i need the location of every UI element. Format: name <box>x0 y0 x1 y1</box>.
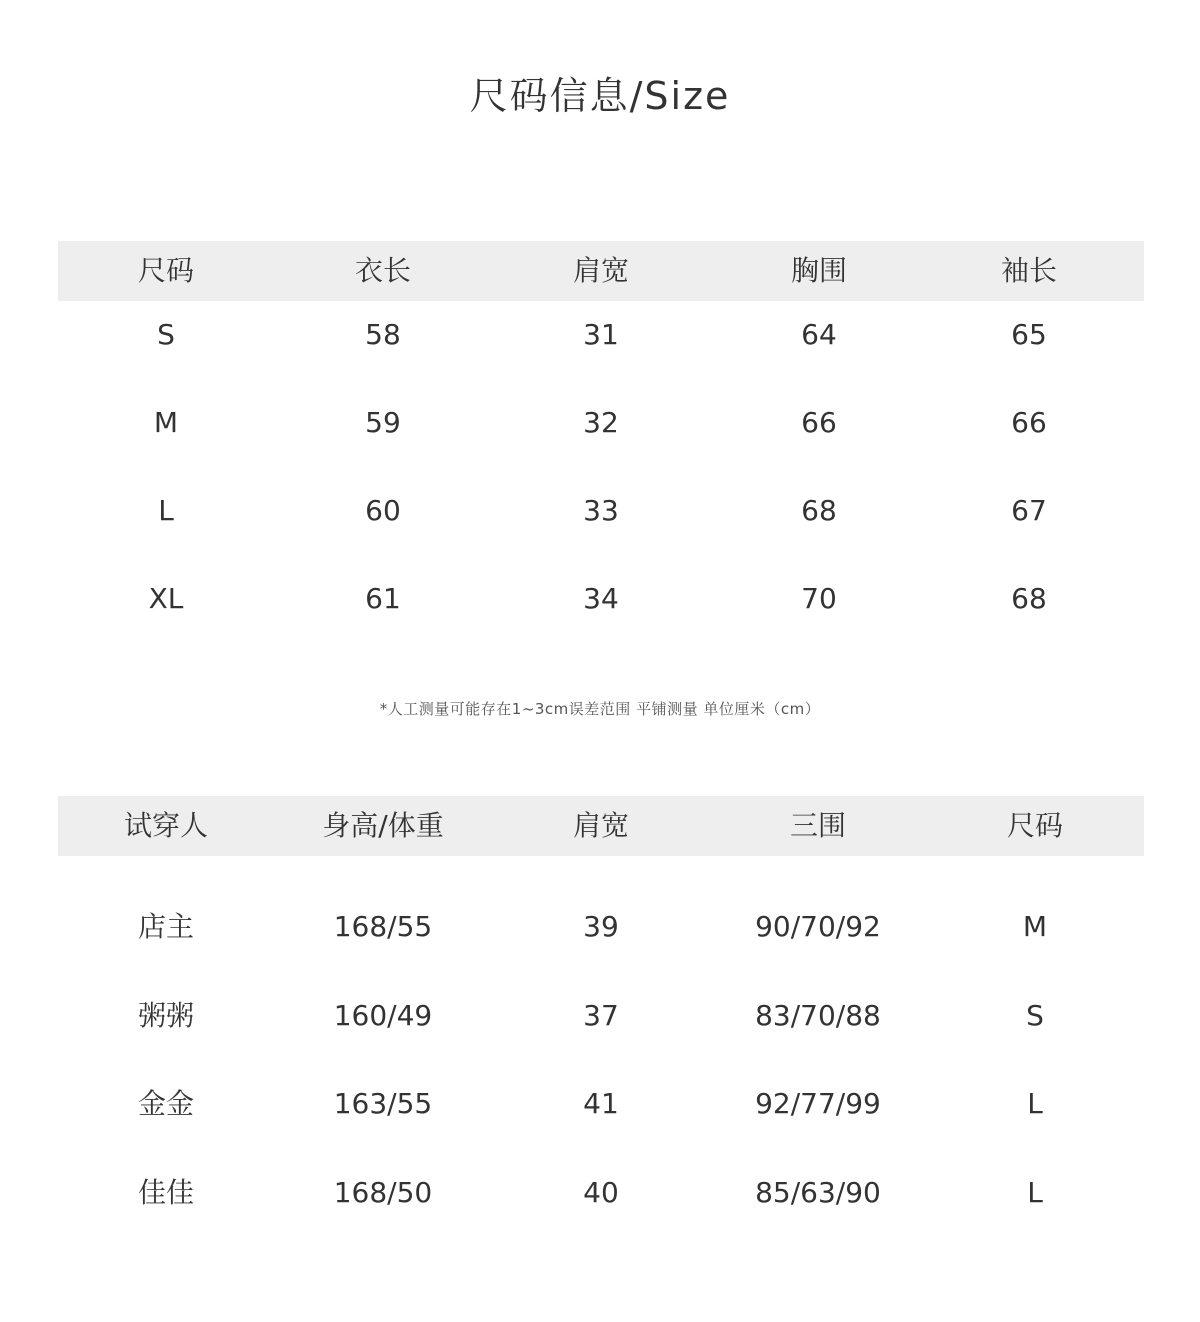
tryon-header-person: 试穿人 <box>123 809 208 842</box>
size-cell: M <box>1022 910 1048 943</box>
shoulder-cell: 33 <box>583 494 619 527</box>
page-title: 尺码信息/Size <box>469 74 731 118</box>
size-cell: S <box>1026 998 1044 1032</box>
measurements-cell: 90/70/92 <box>755 910 881 943</box>
size-cell: L <box>158 494 174 527</box>
size-cell: S <box>157 318 175 351</box>
measurement-note: *人工测量可能存在1~3cm误差范围 平铺测量 单位厘米（cm） <box>379 700 821 718</box>
chest-cell: 68 <box>801 494 837 527</box>
length-cell: 58 <box>365 318 401 351</box>
sleeve-cell: 68 <box>1011 582 1047 615</box>
size-header-shoulder: 肩宽 <box>572 254 629 287</box>
table-row <box>58 990 1144 1079</box>
table-row <box>58 1167 1144 1256</box>
tryon-table-header <box>58 796 1144 856</box>
shoulder-cell: 40 <box>583 1175 619 1209</box>
shoulder-cell: 39 <box>583 910 619 943</box>
height-weight-cell: 160/49 <box>333 998 433 1032</box>
size-cell: XL <box>148 582 184 615</box>
tryon-header-shoulder: 肩宽 <box>572 809 629 842</box>
size-table-header <box>58 241 1144 301</box>
person-cell: 店主 <box>137 910 194 943</box>
size-cell: M <box>153 406 179 439</box>
tryon-header-size: 尺码 <box>1006 809 1063 842</box>
length-cell: 59 <box>365 406 401 439</box>
chest-cell: 70 <box>801 582 837 615</box>
measurements-cell: 83/70/88 <box>755 998 881 1032</box>
height-weight-cell: 168/55 <box>333 910 433 943</box>
table-row <box>58 389 1144 477</box>
size-cell: L <box>1027 1175 1043 1209</box>
shoulder-cell: 34 <box>583 582 619 615</box>
size-header-size: 尺码 <box>137 254 194 287</box>
person-cell: 佳佳 <box>137 1175 194 1209</box>
tryon-table <box>58 796 1144 1255</box>
table-row <box>58 301 1144 389</box>
shoulder-cell: 41 <box>583 1087 619 1120</box>
size-table <box>58 241 1144 653</box>
sleeve-cell: 65 <box>1011 318 1047 351</box>
table-row <box>58 1078 1144 1167</box>
length-cell: 61 <box>365 582 401 615</box>
shoulder-cell: 37 <box>583 998 619 1032</box>
person-cell: 金金 <box>137 1087 194 1120</box>
height-weight-cell: 168/50 <box>333 1175 433 1209</box>
tryon-header-height-weight: 身高/体重 <box>322 809 444 842</box>
table-row <box>58 477 1144 565</box>
chest-cell: 66 <box>801 406 837 439</box>
sleeve-cell: 66 <box>1011 406 1047 439</box>
table-row <box>58 901 1144 990</box>
height-weight-cell: 163/55 <box>333 1087 433 1120</box>
person-cell: 粥粥 <box>137 998 194 1032</box>
tryon-header-measurements: 三围 <box>789 809 846 842</box>
chest-cell: 64 <box>801 318 837 351</box>
length-cell: 60 <box>365 494 401 527</box>
size-header-length: 衣长 <box>354 254 411 287</box>
shoulder-cell: 32 <box>583 406 619 439</box>
size-header-chest: 胸围 <box>790 254 847 287</box>
measurements-cell: 85/63/90 <box>755 1175 881 1209</box>
size-header-sleeve: 袖长 <box>1000 254 1057 287</box>
sleeve-cell: 67 <box>1011 494 1047 527</box>
size-cell: L <box>1027 1087 1043 1120</box>
table-row <box>58 565 1144 653</box>
shoulder-cell: 31 <box>583 318 619 351</box>
measurements-cell: 92/77/99 <box>755 1087 881 1120</box>
